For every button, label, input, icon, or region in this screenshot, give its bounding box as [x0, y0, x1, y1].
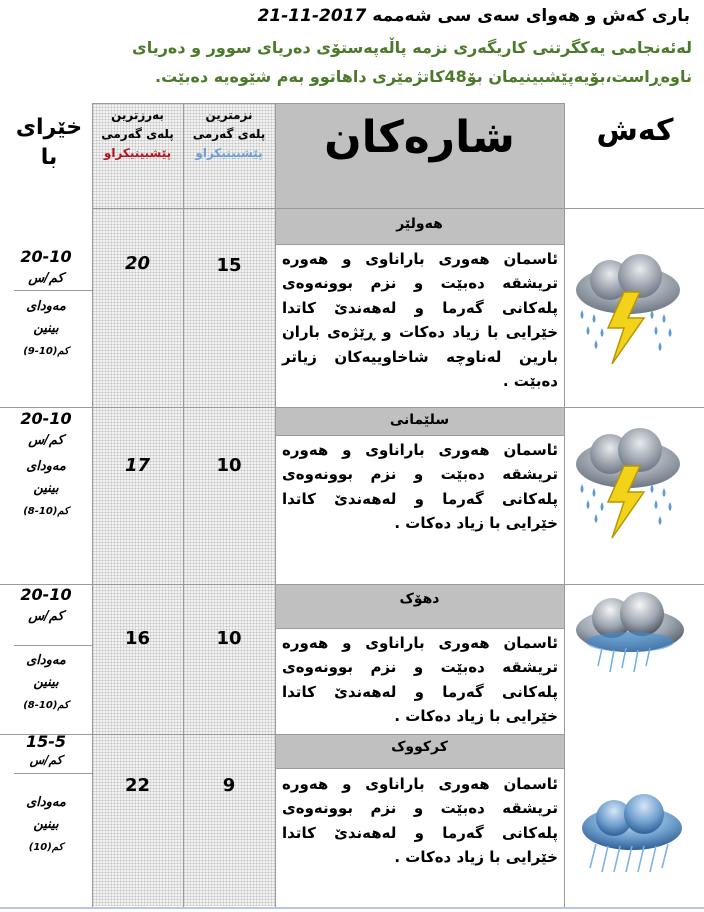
wind-speed-unit: کم/س	[28, 433, 64, 448]
title-text: باری کەش و هەوای سەی سی شەممە	[366, 6, 690, 26]
min-temp-value: 15	[216, 255, 242, 276]
min-temp-header-line1: نزمترین	[205, 108, 253, 122]
min-temp-value: 9	[222, 775, 236, 796]
max-temp-value: 17	[124, 455, 151, 476]
visibility-unit: کم	[57, 700, 69, 711]
city-name: کرکووک	[391, 739, 448, 755]
max-temp-value: 20	[124, 253, 151, 274]
wind-speed-unit: کم/س	[28, 271, 64, 286]
visibility-cell	[0, 296, 92, 363]
visibility-value: کم(10-8)	[23, 700, 69, 711]
thunderstorm-rain-icon	[568, 252, 686, 370]
wind-speed-unit: کم/س	[28, 609, 64, 624]
city-name: سلێمانی	[389, 412, 450, 428]
city-description: ئاسمان هەوری باراناوی و هەورە تریشقە دەبێت و نزم بوونەوەی پلەکانی گەرما و لەهەندێ کاتدا خێرایی با زیاد دەکات .	[282, 634, 558, 726]
forecast-intro: لەئەنجامی یەکگرتنی کاریگەری نزمە پاڵەپەستۆی دەریای سوور و دەریای ناوەڕاست،بۆیەپێشبینیمان بۆ48کاتژمێری داهاتوو بەم شێوەیە دەبێت.	[132, 38, 692, 86]
max-temp-header-line1: بەرزترین	[111, 108, 164, 122]
visibility-cell	[0, 650, 92, 717]
visibility-label: مەودای بینین	[26, 653, 66, 690]
max-temp-header-line3: پێشبینیکراو	[103, 146, 172, 160]
min-temp-value: 10	[216, 628, 242, 649]
city-description: ئاسمان هەوری باراناوی و هەورە تریشقە دەبێت و نزم بوونەوەی پلەکانی گەرما و لەهەندێ کاتدا خێرایی با زیاد دەکات .	[282, 441, 558, 533]
cities-column-header: شارەکان	[324, 112, 515, 163]
storm-cloud-icon	[572, 588, 690, 680]
page-title	[10, 6, 690, 26]
max-temp-column	[92, 208, 183, 906]
visibility-label: مەودای بینین	[26, 795, 66, 832]
visibility-unit: کم	[57, 346, 69, 357]
thunderstorm-rain-icon	[568, 426, 686, 544]
wind-speed-unit: کم/س	[29, 753, 63, 767]
visibility-unit: کم	[57, 506, 69, 517]
visibility-label: مەودای بینین	[26, 459, 66, 496]
visibility-unit: کم	[51, 842, 64, 853]
city-description: ئاسمان هەوری باراناوی و هەورە تریشقە دەبێت و نزم بوونەوەی پلەکانی گەرما و لەهەندێ کاتدا خێرایی با زیاد دەکات و ڕێژەی باران بارین لەناوچە شاخاوییەکان زیاتر دەبێت .	[282, 250, 558, 391]
wind-header-line2: با	[40, 145, 58, 170]
max-temp-value: 16	[124, 628, 151, 649]
visibility-value: کم(10-8)	[23, 506, 69, 517]
visibility-value: کم(10)	[28, 842, 64, 853]
visibility-cell	[0, 792, 92, 859]
wind-speed-value: 20-10	[20, 585, 72, 604]
rain-cloud-icon	[576, 788, 688, 876]
city-description: ئاسمان هەوری باراناوی و هەورە تریشقە دەبێت و نزم بوونەوەی پلەکانی گەرما و لەهەندێ کاتدا خێرایی با زیاد دەکات .	[282, 775, 558, 867]
wind-speed-cell	[0, 584, 92, 628]
wind-speed-value: 20-10	[20, 409, 72, 428]
bottom-divider	[0, 907, 704, 909]
wind-speed-cell	[0, 246, 92, 290]
min-temp-value: 10	[216, 455, 242, 476]
visibility-label: مەودای بینین	[26, 299, 66, 336]
wind-header-line1: خێرای	[15, 115, 83, 140]
wind-speed-value: 20-10	[20, 247, 72, 266]
min-temp-header-line3: پێشبینیکراو	[195, 146, 263, 160]
wind-speed-value: 15-5	[25, 732, 67, 751]
city-name: دهۆک	[399, 591, 440, 607]
title-date: 2017-11-21	[257, 6, 367, 26]
wind-speed-cell	[0, 732, 92, 768]
min-temp-header-line2: پلەی گەرمی	[192, 127, 266, 141]
min-temp-header	[183, 106, 275, 163]
visibility-value: کم(10-9)	[23, 346, 69, 357]
min-temp-column	[183, 208, 275, 906]
visibility-cell	[0, 456, 92, 523]
city-name: هەولێر	[396, 216, 443, 232]
weather-column-header: کەش	[596, 113, 674, 148]
wind-column-header	[14, 113, 84, 173]
max-temp-header-line2: پلەی گەرمی	[101, 127, 174, 141]
max-temp-value: 22	[124, 775, 151, 796]
wind-speed-cell	[0, 408, 92, 452]
max-temp-header	[92, 106, 183, 163]
